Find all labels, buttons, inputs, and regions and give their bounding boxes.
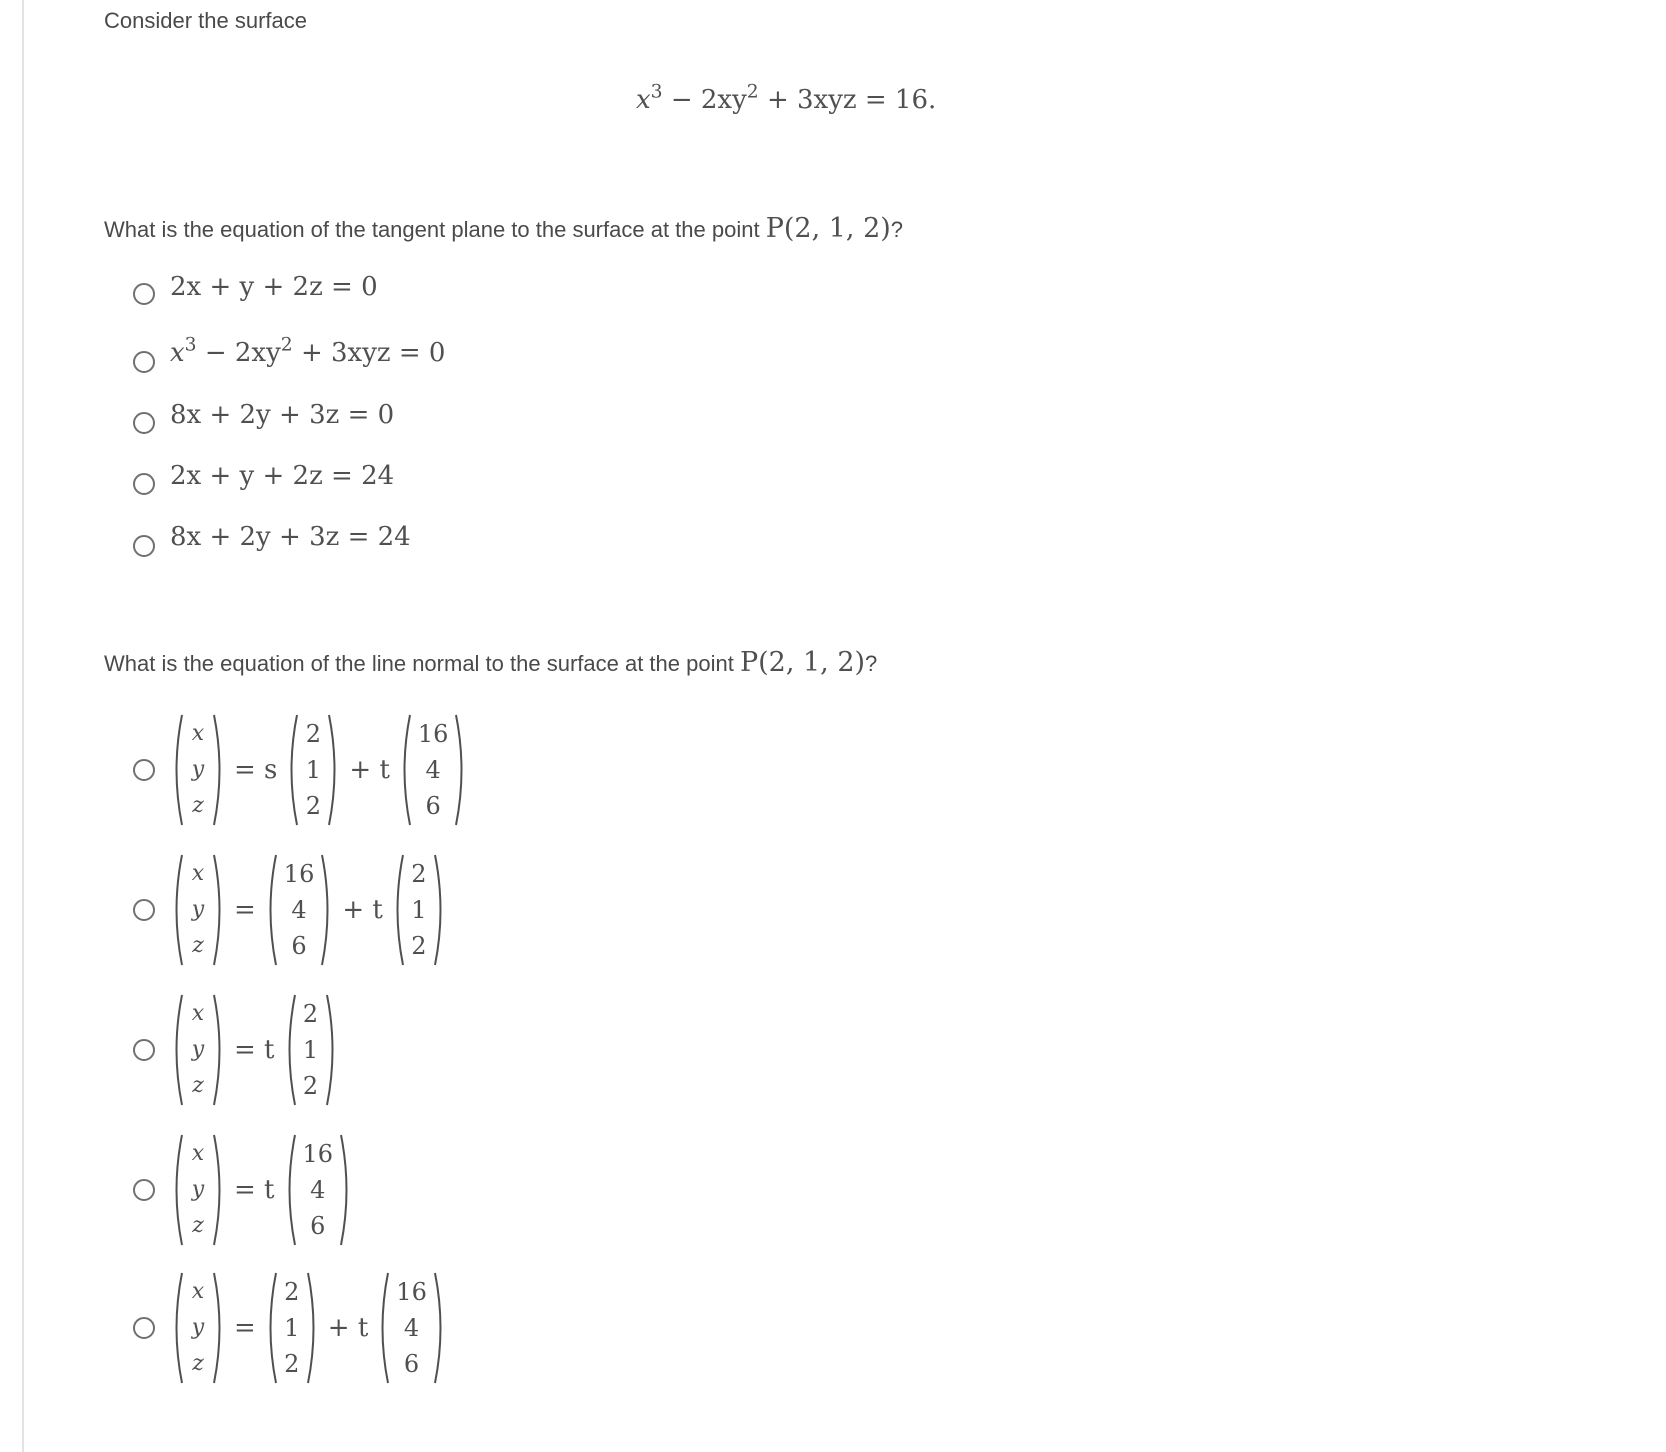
equals-sign: = t xyxy=(234,1175,275,1205)
equals-sign: = xyxy=(234,895,256,925)
right-paren xyxy=(212,713,226,827)
vector-2-entry: 1 xyxy=(411,896,427,924)
radio-tangent-option-2[interactable] xyxy=(133,351,155,373)
normal-option-3-label xyxy=(170,990,339,1110)
vector-2-entry: 6 xyxy=(403,1350,420,1378)
opt2-mid: − 2xy xyxy=(196,338,281,368)
vector-2-entry: 16 xyxy=(396,1278,427,1306)
radio-tangent-option-4[interactable] xyxy=(133,473,155,495)
left-paren xyxy=(170,713,184,827)
right-paren xyxy=(454,713,468,827)
vector-1-entry: 6 xyxy=(310,1212,326,1240)
left-paren xyxy=(285,713,299,827)
normal-option-1-label xyxy=(170,710,468,830)
right-paren xyxy=(433,853,447,967)
left-paren xyxy=(264,1271,278,1385)
point-label: P(2, 1, 2) xyxy=(765,213,891,244)
radio-tangent-option-1[interactable] xyxy=(133,283,155,305)
vector-1 xyxy=(264,851,335,969)
surface-mid: − 2xy xyxy=(662,85,747,115)
position-vector-entry: x xyxy=(191,1141,205,1166)
plus-t: + t xyxy=(342,895,383,925)
vector-1-entry: 1 xyxy=(305,756,322,784)
vector-1-entry: 4 xyxy=(310,1176,326,1204)
vector-1 xyxy=(264,1269,320,1387)
vector-2 xyxy=(376,1269,447,1387)
radio-normal-option-1[interactable] xyxy=(133,759,155,781)
position-vector-entry: z xyxy=(192,1213,204,1238)
opt2-exp2: 2 xyxy=(280,334,293,356)
position-vector xyxy=(170,1269,226,1387)
radio-tangent-option-3[interactable] xyxy=(133,412,155,434)
question-tangent-plane xyxy=(104,213,903,244)
normal-option-5-label xyxy=(170,1268,447,1388)
left-paren xyxy=(264,853,278,967)
left-paren xyxy=(283,993,297,1107)
tangent-option-4-label: 2x + y + 2z = 24 xyxy=(170,461,395,491)
surface-x: x xyxy=(636,85,651,115)
vector-1-entry: 2 xyxy=(305,720,322,748)
question-text: What is the equation of the line normal to the surface at the point xyxy=(104,651,740,676)
normal-option-4-label xyxy=(170,1130,353,1250)
surface-equation xyxy=(636,81,937,115)
radio-normal-option-2[interactable] xyxy=(133,899,155,921)
opt2-rest: + 3xyz = 0 xyxy=(292,338,446,368)
vector-2-entry: 2 xyxy=(411,932,427,960)
vector-2-entry: 4 xyxy=(425,756,441,784)
tangent-option-2-label xyxy=(170,334,446,368)
vector-2-entry: 4 xyxy=(403,1314,420,1342)
left-paren xyxy=(170,1271,184,1385)
position-vector-entry: x xyxy=(191,861,205,886)
radio-normal-option-4[interactable] xyxy=(133,1179,155,1201)
vector-2-entry: 16 xyxy=(417,720,449,748)
left-paren xyxy=(170,993,184,1107)
left-paren xyxy=(170,1133,184,1247)
vector-1-entry: 16 xyxy=(302,1140,334,1168)
question-mark: ? xyxy=(890,217,904,242)
vector-1-entry: 2 xyxy=(302,1000,319,1028)
radio-tangent-option-5[interactable] xyxy=(133,535,155,557)
tangent-option-1-label: 2x + y + 2z = 0 xyxy=(170,272,378,302)
position-vector-entry: y xyxy=(191,1177,205,1202)
position-vector-entry: y xyxy=(191,757,205,782)
vector-1-entry: 2 xyxy=(284,1350,300,1378)
position-vector xyxy=(170,991,226,1109)
right-paren xyxy=(212,1133,226,1247)
equals-sign: = t xyxy=(234,1035,275,1065)
left-paren xyxy=(283,1133,297,1247)
left-paren xyxy=(398,713,412,827)
normal-option-2-label xyxy=(170,850,447,970)
vector-1-entry: 4 xyxy=(291,896,307,924)
equals-sign: = s xyxy=(234,755,278,785)
vector-2 xyxy=(398,711,469,829)
left-paren xyxy=(170,853,184,967)
tangent-option-3-label: 8x + 2y + 3z = 0 xyxy=(170,400,395,430)
surface-rest: + 3xyz = 16. xyxy=(758,85,937,115)
question-normal-line xyxy=(104,647,877,678)
position-vector xyxy=(170,851,226,969)
intro-text: Consider the surface xyxy=(104,8,307,33)
right-paren xyxy=(212,1271,226,1385)
point-label: P(2, 1, 2) xyxy=(739,647,866,678)
position-vector-entry: y xyxy=(191,897,205,922)
vector-1-entry: 6 xyxy=(291,932,307,960)
right-paren xyxy=(320,853,334,967)
right-paren xyxy=(212,993,226,1107)
position-vector xyxy=(170,1131,226,1249)
vector-2-entry: 2 xyxy=(411,860,427,888)
left-border xyxy=(22,0,24,1452)
tangent-option-5-label: 8x + 2y + 3z = 24 xyxy=(170,522,411,552)
right-paren xyxy=(433,1271,447,1385)
position-vector-entry: z xyxy=(192,933,204,958)
left-paren xyxy=(391,853,405,967)
position-vector-entry: z xyxy=(192,1073,204,1098)
vector-1-entry: 1 xyxy=(302,1036,319,1064)
vector-1 xyxy=(283,1131,354,1249)
position-vector-entry: x xyxy=(191,721,205,746)
vector-1-entry: 2 xyxy=(284,1278,300,1306)
right-paren xyxy=(212,853,226,967)
right-paren xyxy=(327,713,341,827)
plus-t: + t xyxy=(327,1313,369,1343)
vector-1-entry: 16 xyxy=(283,860,315,888)
opt2-exp3: 3 xyxy=(184,334,197,356)
surface-exp3: 3 xyxy=(650,81,663,103)
right-paren xyxy=(306,1271,320,1385)
vector-1-entry: 2 xyxy=(302,1072,319,1100)
surface-exp2: 2 xyxy=(746,81,759,103)
radio-normal-option-5[interactable] xyxy=(133,1317,155,1339)
vector-1-entry: 2 xyxy=(305,792,322,820)
vector-1-entry: 1 xyxy=(284,1314,300,1342)
position-vector xyxy=(170,711,226,829)
position-vector-entry: z xyxy=(192,793,204,818)
vector-1 xyxy=(283,991,339,1109)
position-vector-entry: x xyxy=(191,1001,205,1026)
opt2-x: x xyxy=(170,338,185,368)
vector-2 xyxy=(391,851,447,969)
vector-2-entry: 6 xyxy=(425,792,441,820)
position-vector-entry: y xyxy=(191,1315,205,1340)
equals-sign: = xyxy=(234,1313,256,1343)
question-mark: ? xyxy=(865,651,878,676)
right-paren xyxy=(325,993,339,1107)
vector-1 xyxy=(285,711,341,829)
question-text: What is the equation of the tangent plane to the surface at the point xyxy=(104,217,766,242)
radio-normal-option-3[interactable] xyxy=(133,1039,155,1061)
position-vector-entry: z xyxy=(192,1351,204,1376)
position-vector-entry: y xyxy=(191,1037,205,1062)
position-vector-entry: x xyxy=(191,1279,205,1304)
plus-t: + t xyxy=(349,755,390,785)
left-paren xyxy=(376,1271,390,1385)
right-paren xyxy=(339,1133,353,1247)
